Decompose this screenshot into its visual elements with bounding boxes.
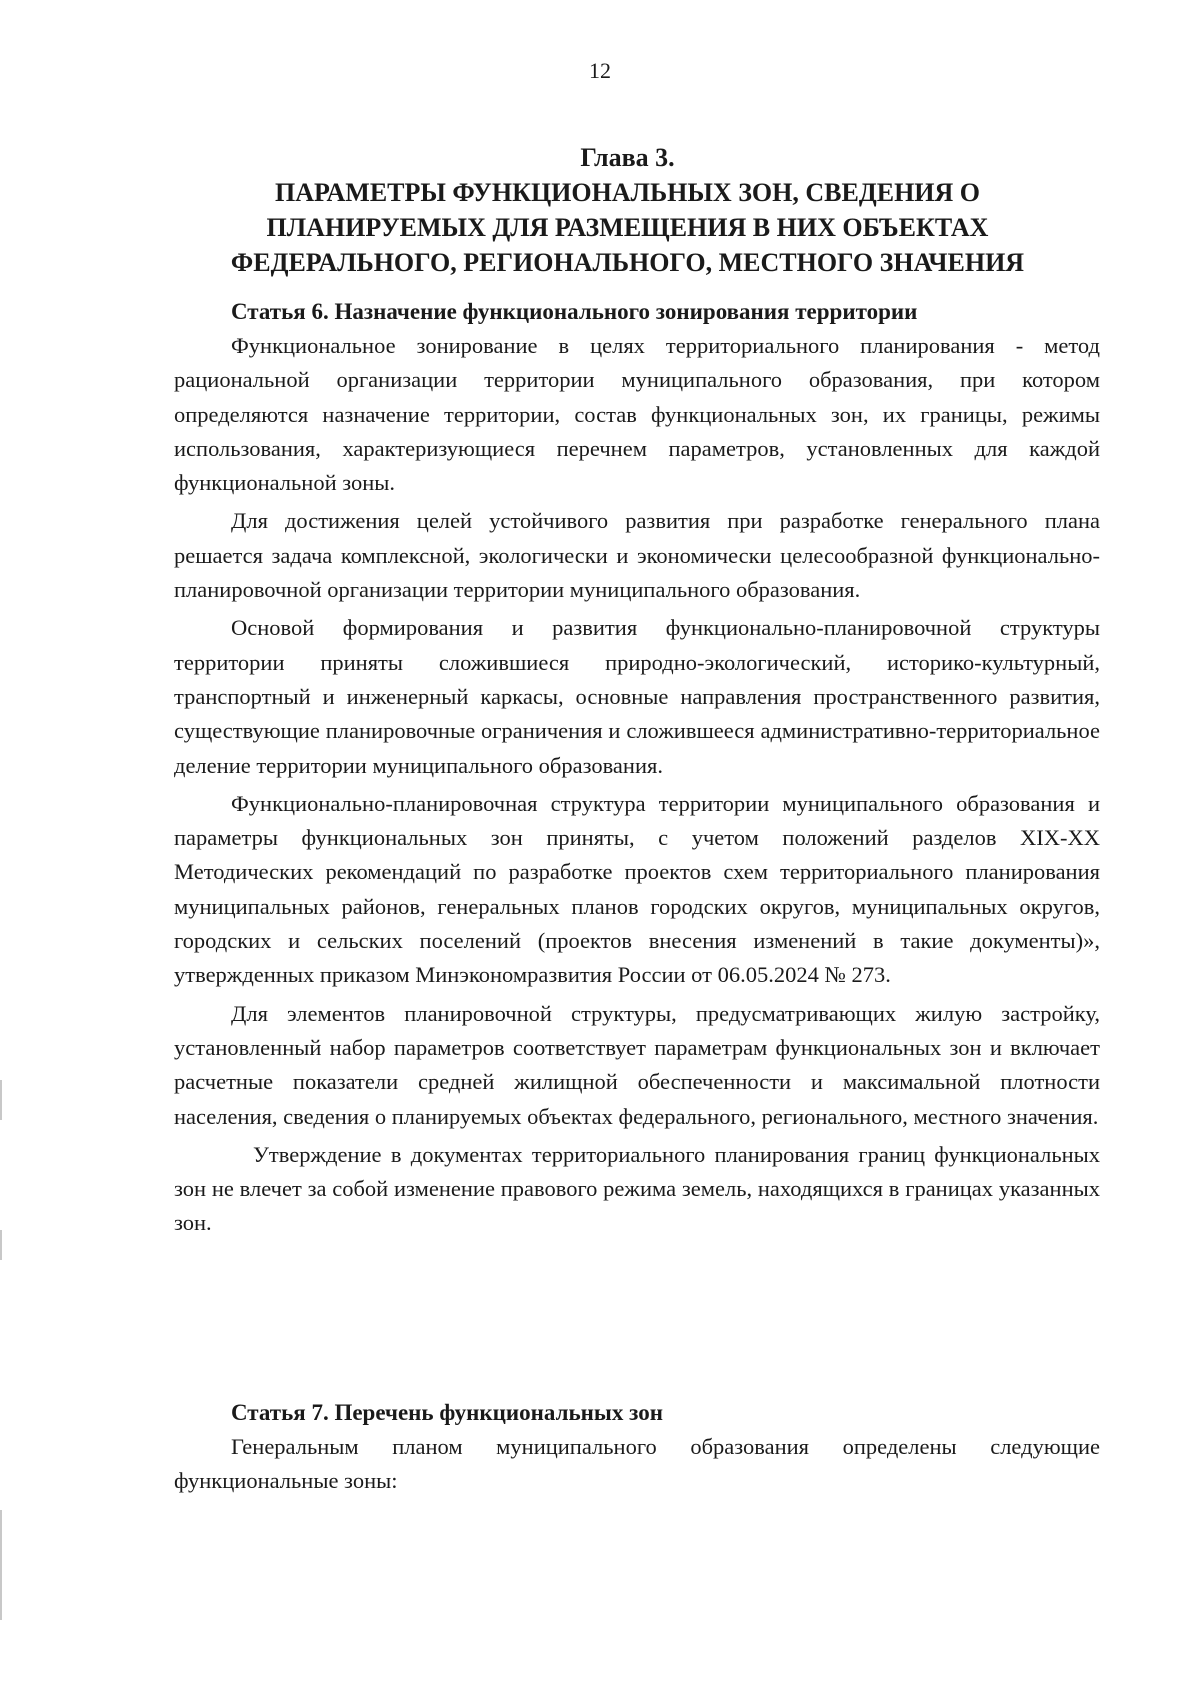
chapter-title-line: ФЕДЕРАЛЬНОГО, РЕГИОНАЛЬНОГО, МЕСТНОГО ЗНАЧЕНИЯ	[230, 248, 1025, 277]
article-6-heading: Статья 6. Назначение функционального зонирования территории	[231, 299, 918, 324]
chapter-label: Глава 3.	[580, 143, 675, 172]
chapter-title-line: ПЛАНИРУЕМЫХ ДЛЯ РАЗМЕЩЕНИЯ В НИХ ОБЪЕКТАХ	[266, 213, 989, 242]
article-7-heading: Статья 7. Перечень функциональных зон	[231, 1400, 664, 1425]
article-6-paragraph: Функциональное зонирование в целях территориального планирования - метод рациональной организации территории муниципального образования, при котором определяются назначение территории, состав функциональных зон, их границы, режимы использования, характеризующиеся перечнем параметров, установленных для каждой функциональной зоны.	[174, 333, 1100, 496]
article-7-section	[174, 1396, 1100, 1499]
article-6-paragraph: Функционально-планировочная структура территории муниципального образования и параметры функциональных зон приняты, с учетом положений разделов XIX-XX Методических рекомендаций по разработке проектов схем территориального планирования муниципальных районов, генеральных планов городских округов, муниципальных округов, городских и сельских поселений (проектов внесения изменений в такие документы)», утвержденных приказом Минэкономразвития России от 06.05.2024 № 273.	[174, 790, 1100, 988]
article-6-section	[174, 295, 1100, 1241]
scan-artifact	[0, 1080, 2, 1120]
article-6-paragraph: Основой формирования и развития функционально-планировочной структуры территории приняты сложившиеся природно-экологический, историко-культурный, транспортный и инженерный каркасы, основные направления пространственного развития, существующие планировочные ограничения и сложившееся административно-территориальное деление территории муниципального образования.	[174, 615, 1100, 778]
chapter-title-line: ПАРАМЕТРЫ ФУНКЦИОНАЛЬНЫХ ЗОН, СВЕДЕНИЯ О	[274, 178, 981, 207]
scan-artifact	[0, 1510, 2, 1620]
article-6-paragraph: Для элементов планировочной структуры, предусматривающих жилую застройку, установленный набор параметров соответствует параметрам функциональных зон и включает расчетные показатели средней жилищной обеспеченности и максимальной плотности населения, сведения о планируемых объектах федерального, регионального, местного значения.	[174, 1000, 1100, 1129]
article-6-paragraph: Для достижения целей устойчивого развития при разработке генерального плана решается задача комплексной, экологически и экономически целесообразной функционально-планировочной организации территории муниципального образования.	[174, 508, 1100, 603]
page-number: 12	[589, 58, 611, 83]
article-6-paragraph: Утверждение в документах территориального планирования границ функциональных зон не влечет за собой изменение правового режима земель, находящихся в границах указанных зон.	[174, 1141, 1100, 1236]
article-7-paragraph: Генеральным планом муниципального образования определены следующие функциональные зоны:	[174, 1434, 1100, 1494]
chapter-heading	[160, 140, 1095, 280]
scan-artifact	[0, 1230, 2, 1260]
